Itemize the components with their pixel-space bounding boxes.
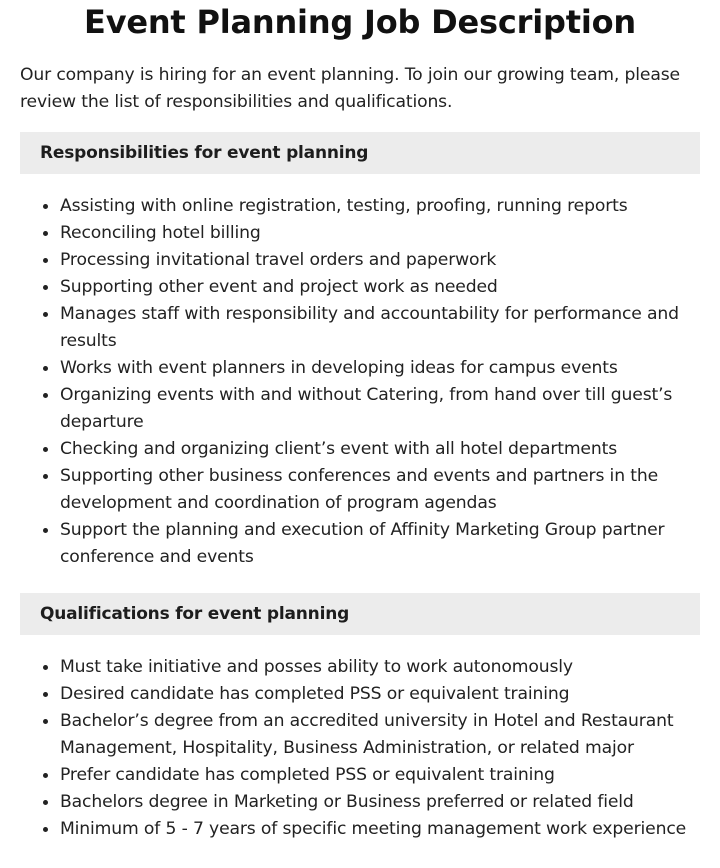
qualification-item: Minimum of 5 - 7 years of specific meeting management work experience (60, 816, 700, 843)
responsibilities-list (20, 193, 700, 571)
responsibility-item: Works with event planners in developing ideas for campus events (60, 355, 700, 382)
qualification-item: Bachelor’s degree from an accredited university in Hotel and Restaurant Management, Hospitality, Business Administration, or related major (60, 708, 700, 762)
qualification-item: Desired candidate has completed PSS or equivalent training (60, 681, 700, 708)
qualifications-list (20, 654, 700, 843)
responsibility-item: Manages staff with responsibility and accountability for performance and results (60, 301, 700, 355)
qualification-item: Prefer candidate has completed PSS or equivalent training (60, 762, 700, 789)
responsibility-item: Supporting other event and project work as needed (60, 274, 700, 301)
responsibility-item: Assisting with online registration, testing, proofing, running reports (60, 193, 700, 220)
responsibility-item: Checking and organizing client’s event with all hotel departments (60, 436, 700, 463)
qualification-item: Bachelors degree in Marketing or Business preferred or related field (60, 789, 700, 816)
responsibility-item: Reconciling hotel billing (60, 220, 700, 247)
responsibilities-heading: Responsibilities for event planning (20, 132, 700, 174)
qualification-item: Must take initiative and posses ability to work autonomously (60, 654, 700, 681)
responsibility-item: Processing invitational travel orders and paperwork (60, 247, 700, 274)
responsibility-item: Organizing events with and without Catering, from hand over till guest’s departure (60, 382, 700, 436)
page-title: Event Planning Job Description (84, 3, 636, 41)
responsibility-item: Supporting other business conferences and events and partners in the development and coordination of program agendas (60, 463, 700, 517)
qualifications-heading: Qualifications for event planning (20, 593, 700, 635)
responsibility-item: Support the planning and execution of Affinity Marketing Group partner conference and events (60, 517, 700, 571)
intro-paragraph: Our company is hiring for an event planning. To join our growing team, please review the list of responsibilities and qualifications. (20, 65, 680, 112)
